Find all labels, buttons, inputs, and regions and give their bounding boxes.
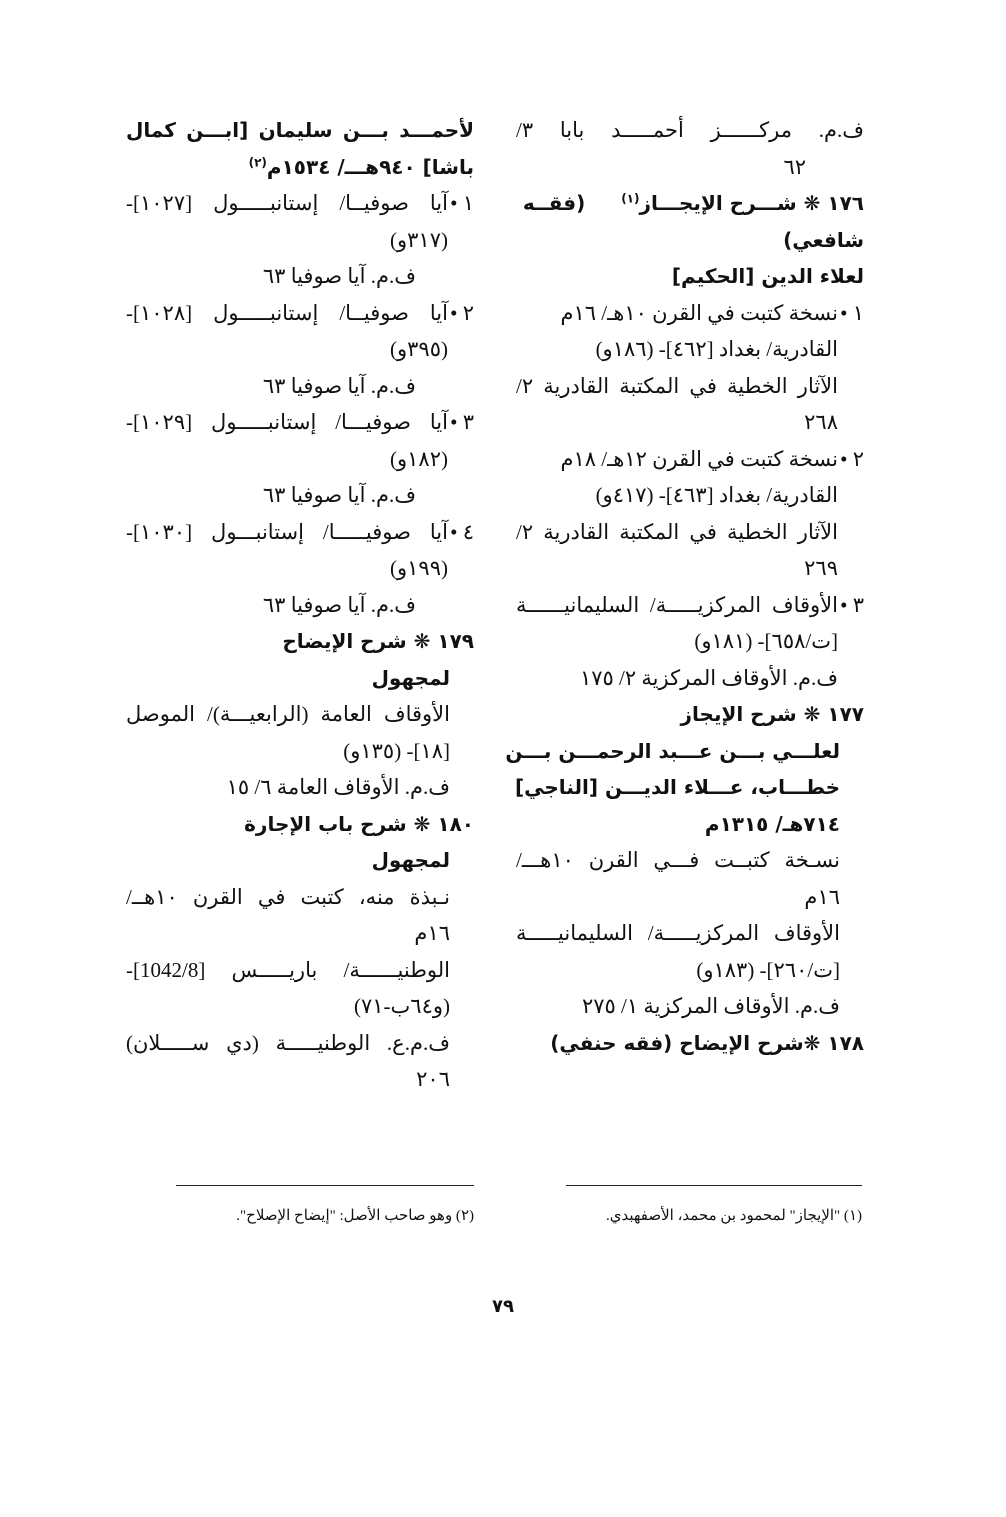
- footnote-1: (١) "الإيجاز" لمحمود بن محمد، الأصفهبدي.: [605, 1208, 862, 1224]
- entry-178-author-cont: باشا] ٩٤٠هـــ/ ١٥٣٤م$^{(٢)}$: [248, 154, 474, 179]
- entry-179-author: لمجهول: [371, 665, 450, 690]
- right-column: ف.م. مركــــــز أحمـــــد بابا ٣/ ٦٢ ١٧٦ ❋ شـــرح الإيجـــاز$^{(١)}$ (فقــه شافعي) لعلاء الدين [الحكيم] ١ • نسخة كتبت في القرن ١٠هـ/ ١٦م القادرية/ بغداد [٤٦٢]- (١٨٦و) الآثار الخطية في المكتبة القادرية ٢/ ٢٦٨ ٢ • نسخة كتبت في القرن ١٢هـ/ ١٨م القادرية/ بغداد [٤٦٣]- (٤١٧و) الآثار الخطية في المكتبة القادرية ٢/ ٢٦٩ ٣ • الأوقاف المركزيـــــة/ السليمانيــــــة [ت/٦٥٨]- (١٨١و) ف.م. الأوقاف المركزية ٢/ ١٧٥ ١٧٧ ❋ شرح الإيجاز لعلـــي بـــن عـــبد الرحمـــن بـــن خطـــاب، عـــلاء الديـــن [الناجي] ٧١٤هـ/ ١٣١٥م نسـخة كتبــت فـــي القرن ١٠هـــ/ ١٦م الأوقاف المركزيـــــة/ السليمانيـــــة [ت/٢٦٠]- (١٨٣و) ف.م. الأوقاف المركزية ١/ ٢٧٥ ١٧٨ ❋شرح الإيضاح (فقه حنفي): [516, 112, 864, 1061]
- copy-item: ١ • آيا صوفيــا/ إستانبـــــول [١٠٢٧]- (٣١٧و) ف.م. آيا صوفيا ٦٣: [126, 185, 474, 295]
- copy-number: ٣ •: [450, 410, 474, 434]
- entry-177-author-cont: خطـــاب، عـــلاء الديـــن [الناجي]: [515, 775, 840, 799]
- entry-178-heading: ١٧٨ ❋شرح الإيضاح (فقه حنفي): [550, 1030, 864, 1055]
- footnote-divider: [176, 1185, 474, 1186]
- copy-item: ٣ • آيا صوفيـــا/ إستانبـــــول [١٠٢٩]- (١٨٢و) ف.م. آيا صوفيا ٦٣: [126, 404, 474, 514]
- footnote-2: (٢) وهو صاحب الأصل: "إيضاح الإصلاح".: [236, 1208, 474, 1224]
- copy-number: ٢ •: [450, 300, 474, 325]
- copy-item: ٢ • آيا صوفيــا/ إستانبـــــول [١٠٢٨]- (٣٩٥و) ف.م. آيا صوفيا ٦٣: [126, 295, 474, 405]
- entry-177-heading: ١٧٧ ❋ شرح الإيجاز: [680, 702, 864, 726]
- footnote-ref-1: (١): [621, 191, 640, 206]
- copy-item: ٣ • الأوقاف المركزيـــــة/ السليمانيــــــة [ت/٦٥٨]- (١٨١و) ف.م. الأوقاف المركزية ٢/ ١٧٥: [516, 587, 864, 697]
- footnote-ref-2: (٢): [248, 154, 267, 169]
- copy-number: ١ •: [450, 191, 474, 215]
- entry-177-author-date: ٧١٤هـ/ ١٣١٥م: [704, 811, 840, 836]
- entry-177-author: لعلـــي بـــن عـــبد الرحمـــن بـــن: [505, 738, 840, 763]
- copy-number: ٤ •: [450, 519, 474, 544]
- entry-180-author: لمجهول: [371, 848, 450, 872]
- left-column: لأحمـــد بـــن سليمان [ابـــن كمال باشا] ٩٤٠هـــ/ ١٥٣٤م$^{(٢)}$ ١ • آيا صوفيــا/ إستانبـــــول [١٠٢٧]- (٣١٧و) ف.م. آيا صوفيا ٦٣ ٢ • آيا صوفيــا/ إستانبـــــول [١٠٢٨]- (٣٩٥و) ف.م. آيا صوفيا ٦٣ ٣ • آيا صوفيـــا/ إستانبـــــول [١٠٢٩]- (١٨٢و) ف.م. آيا صوفيا ٦٣ ٤ • آيا صوفيـــــا/ إستانبـــول [١٠٣٠]- (١٩٩و) ف.م. آيا صوفيا ٦٣ ١٧٩ ❋ شرح الإيضاح لمجهول الأوقاف العامة (الرابعيـــة)/ الموصل [١٨]- (١٣٥و) ف.م. الأوقاف العامة ٦/ ١٥ ١٨٠ ❋ شرح باب الإجارة لمجهول نـبذة منه، كتبت في القرن ١٠هــ/ ١٦م الوطنيــــــة/ باريـــــس [1042/8]- (و٦٤ب-٧١) ف.م.ع. الوطنيـــــة (دي ســـــلان) ٢٠٦: [126, 112, 474, 1098]
- entry-180-heading: ١٨٠ ❋ شرح باب الإجارة: [244, 811, 474, 836]
- entry-178-author: لأحمـــد بـــن سليمان [ابـــن كمال: [126, 118, 474, 142]
- copy-number: ٣ •: [840, 592, 864, 617]
- entry-176-heading: ١٧٦ ❋ شـــرح الإيجـــاز$^{(١)}$ (فقــه: [522, 191, 864, 215]
- copy-item: ١ • نسخة كتبت في القرن ١٠هـ/ ١٦م القادرية/ بغداد [٤٦٢]- (١٨٦و) الآثار الخطية في المكتبة القادرية ٢/ ٢٦٨: [516, 295, 864, 441]
- entry-176-author: لعلاء الدين [الحكيم]: [671, 264, 864, 288]
- microfilm-ref: ف.م. مركــــــز أحمـــــد بابا ٣/: [516, 118, 864, 142]
- page-number: ٧٩: [492, 1296, 514, 1317]
- entry-176-heading-cont: شافعي): [783, 227, 864, 252]
- copy-item: ٤ • آيا صوفيـــــا/ إستانبـــول [١٠٣٠]- (١٩٩و) ف.م. آيا صوفيا ٦٣: [126, 514, 474, 624]
- footnote-divider: [566, 1185, 862, 1186]
- copy-number: ١ •: [840, 300, 864, 325]
- copy-number: ٢ •: [840, 446, 864, 471]
- microfilm-ref-cont: ٦٢: [783, 154, 806, 179]
- copy-item: ٢ • نسخة كتبت في القرن ١٢هـ/ ١٨م القادرية/ بغداد [٤٦٣]- (٤١٧و) الآثار الخطية في المكتبة القادرية ٢/ ٢٦٩: [516, 441, 864, 587]
- entry-179-heading: ١٧٩ ❋ شرح الإيضاح: [282, 629, 474, 653]
